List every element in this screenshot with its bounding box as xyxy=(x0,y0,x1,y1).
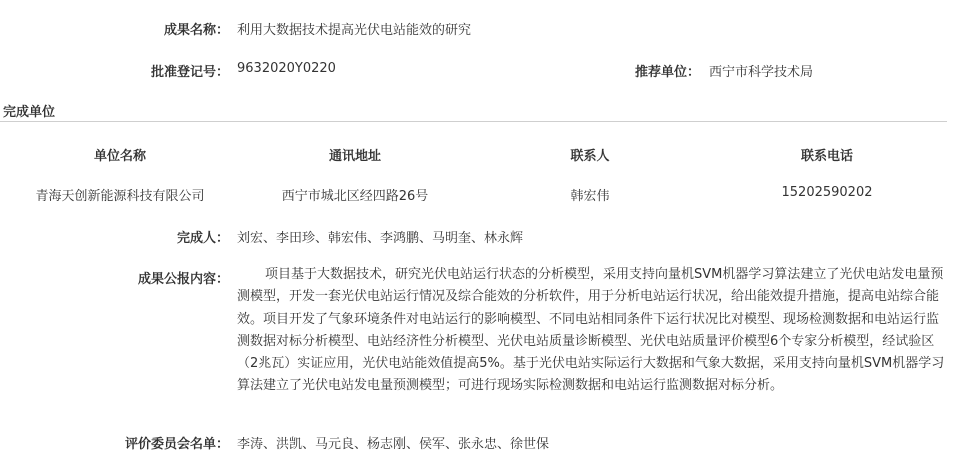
col-header-address: 通讯地址 xyxy=(328,149,381,164)
announcement-label: 成果公报内容： xyxy=(137,272,229,287)
recommender-value: 西宁市科学技术局 xyxy=(709,65,814,80)
section-title-completing-units: 完成单位 xyxy=(3,105,56,120)
committee-value: 李涛、洪凯、马元良、杨志刚、侯军、张永忠、徐世保 xyxy=(237,437,550,452)
cell-phone: 15202590202 xyxy=(781,185,873,200)
section-divider xyxy=(0,121,947,122)
recommender-label: 推荐单位： xyxy=(634,65,700,80)
cell-address: 西宁市城北区经四路26号 xyxy=(281,189,429,204)
result-name-value: 利用大数据技术提高光伏电站能效的研究 xyxy=(237,23,472,38)
col-header-phone: 联系电话 xyxy=(800,149,853,164)
col-header-unit-name: 单位名称 xyxy=(93,149,146,164)
announcement-text: 项目基于大数据技术，研究光伏电站运行状态的分析模型，采用支持向量机SVM机器学习算法建立了光伏电站发电量预测模型，开发一套光伏电站运行情况及综合能效的分析软件，用于分析电站运行状况，给出能效提升措施，提高电站综合能效。项目开发了气象环境条件对电站运行的影响模型、不同电站相同条件下运行状况比对模型、现场检测数据和电站运行监测数据对标分析模型、电站经济性分析模型、光伏电站质量诊断模型、光伏电站质量评价模型6个专家分析模型，经试验区（2兆瓦）实证应用，光伏电站能效值提高5%。基于光伏电站实际运行大数据和气象大数据，采用支持向量机SVM机器学习算法建立了光伏电站发电量预测模型；可进行现场实际检测数据和电站运行监测数据对标分析。 xyxy=(237,267,945,394)
registration-value: 9632020Y0220 xyxy=(237,61,336,76)
registration-label: 批准登记号： xyxy=(150,65,229,80)
col-header-contact: 联系人 xyxy=(570,149,610,164)
completers-value: 刘宏、李田珍、韩宏伟、李鸿鹏、马明奎、林永辉 xyxy=(237,231,524,246)
cell-contact: 韩宏伟 xyxy=(570,189,610,204)
committee-label: 评价委员会名单： xyxy=(124,437,229,452)
completers-label: 完成人： xyxy=(176,231,229,246)
cell-unit-name: 青海天创新能源科技有限公司 xyxy=(35,189,205,204)
result-name-label: 成果名称： xyxy=(163,23,229,38)
